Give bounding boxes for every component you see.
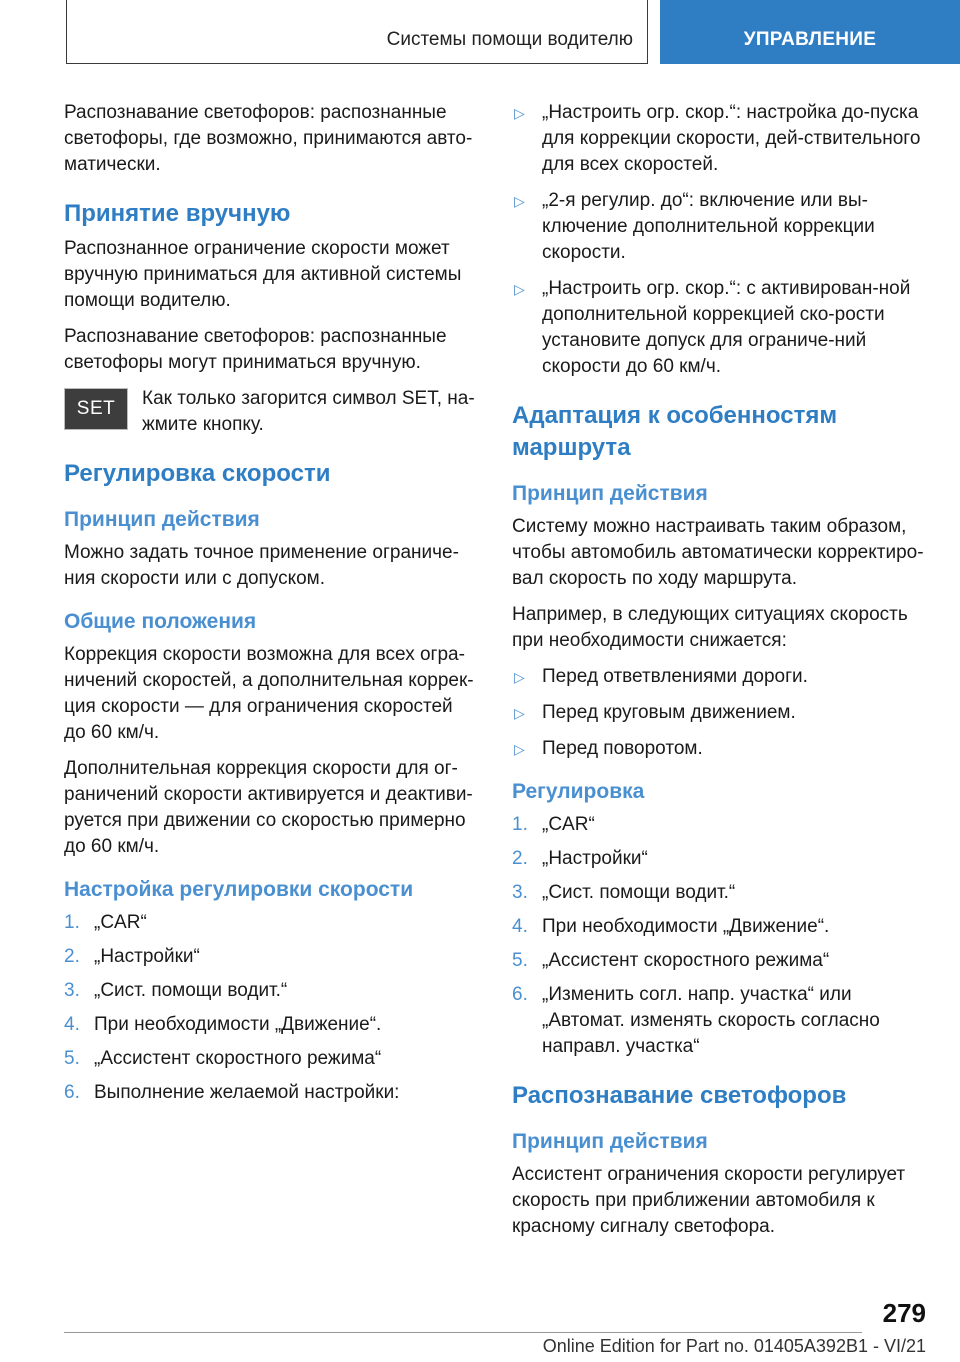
heading-speed-regulation: Регулировка скорости	[64, 460, 331, 487]
step-text: „Ассистент скоростного режима“	[542, 950, 830, 971]
left-column	[64, 100, 478, 1114]
settings-steps-list	[64, 910, 478, 1106]
list-item	[512, 700, 926, 726]
step-number: 2.	[512, 848, 528, 869]
step-number: 6.	[512, 984, 528, 1005]
step-number: 2.	[64, 946, 80, 967]
manual-paragraph-2: Распознавание светофоров: распознанные светофоры могут приниматься вручную.	[64, 326, 447, 373]
set-instruction	[64, 386, 478, 438]
step-text: „Изменить согл. напр. участка“ или „Автомат. изменять скорость согласно направл. участка“	[542, 984, 880, 1057]
list-item	[512, 276, 926, 380]
step-number: 1.	[64, 912, 80, 933]
settings-options-list	[512, 100, 926, 380]
list-item	[512, 914, 926, 940]
list-item	[64, 1046, 478, 1072]
route-paragraph-2: Например, в следующих ситуациях скорость при необходимости снижается:	[512, 604, 908, 651]
option-text: „Настроить огр. скор.“: настройка до-пуска для коррекции скорости, дей-ствительного для всех скоростей.	[542, 102, 921, 175]
set-instruction-text: Как только загорится символ SET, на-жмите кнопку.	[142, 388, 475, 435]
list-item	[512, 948, 926, 974]
step-text: „Настройки“	[94, 946, 200, 967]
situations-list	[512, 664, 926, 762]
chapter-tab[interactable]: УПРАВЛЕНИЕ	[660, 0, 960, 64]
general-paragraph-2: Дополнительная коррекция скорости для ог-раничений скорости активируется и деактиви-руется при движении со скоростью примерно до 60 км/ч.	[64, 758, 473, 857]
right-column	[512, 100, 926, 1250]
step-number: 4.	[64, 1014, 80, 1035]
list-item	[512, 736, 926, 762]
general-paragraph-1: Коррекция скорости возможна для всех огра-ничений скоростей, а дополнительная коррек-ция скорости — для ограничения скоростей до 60 км/ч.	[64, 644, 474, 743]
heading-principle: Принцип действия	[64, 508, 260, 531]
step-text: „Ассистент скоростного режима“	[94, 1048, 382, 1069]
step-text: При необходимости „Движение“.	[94, 1014, 382, 1035]
situation-text: Перед поворотом.	[542, 738, 703, 759]
step-text: Выполнение желаемой настройки:	[94, 1082, 400, 1103]
section-title: Системы помощи водителю	[66, 0, 648, 64]
step-text: При необходимости „Движение“.	[542, 916, 830, 937]
step-number: 6.	[64, 1082, 80, 1103]
heading-regulation: Регулировка	[512, 780, 645, 803]
list-item	[64, 1080, 478, 1106]
list-item	[512, 188, 926, 266]
triangle-right-icon: ▷	[514, 193, 525, 209]
step-text: „CAR“	[94, 912, 147, 933]
list-item	[512, 846, 926, 872]
triangle-right-icon: ▷	[514, 741, 525, 757]
heading-traffic-lights: Распознавание светофоров	[512, 1082, 847, 1109]
step-number: 1.	[512, 814, 528, 835]
heading-route-principle: Принцип действия	[512, 482, 708, 505]
list-item	[512, 100, 926, 178]
traffic-paragraph: Ассистент ограничения скорости регулирует скорость при приближении автомобиля к красному сигналу светофора.	[512, 1164, 906, 1237]
step-number: 4.	[512, 916, 528, 937]
footer-divider	[64, 1332, 862, 1333]
step-number: 3.	[512, 882, 528, 903]
list-item	[512, 982, 926, 1060]
set-button-icon: SET	[64, 388, 128, 430]
step-number: 5.	[64, 1048, 80, 1069]
principle-paragraph: Можно задать точное применение ограниче-ния скорости или с допуском.	[64, 542, 459, 589]
step-text: „Настройки“	[542, 848, 648, 869]
triangle-right-icon: ▷	[514, 281, 525, 297]
route-paragraph-1: Систему можно настраивать таким образом, чтобы автомобиль автоматически корректиро-вал скорость по ходу маршрута.	[512, 516, 924, 589]
list-item	[64, 978, 478, 1004]
step-text: „CAR“	[542, 814, 595, 835]
heading-settings: Настройка регулировки скорости	[64, 878, 414, 901]
heading-manual: Принятие вручную	[64, 200, 291, 227]
step-number: 5.	[512, 950, 528, 971]
edition-footer: Online Edition for Part no. 01405A392B1 - VI/21	[542, 1336, 926, 1356]
regulation-steps-list	[512, 812, 926, 1060]
triangle-right-icon: ▷	[514, 669, 525, 685]
intro-paragraph: Распознавание светофоров: распознанные светофоры, где возможно, принимаются авто-матически.	[64, 102, 473, 175]
page-header	[0, 0, 960, 66]
list-item	[64, 944, 478, 970]
option-text: „Настроить огр. скор.“: с активирован-ной дополнительной коррекцией ско-рости установите допуск для ограниче-ний скорости до 60 км/ч.	[542, 278, 911, 377]
heading-route-adaptation: Адаптация к особенностям маршрута	[512, 402, 838, 461]
list-item	[64, 1012, 478, 1038]
list-item	[512, 880, 926, 906]
list-item	[64, 910, 478, 936]
step-text: „Сист. помощи водит.“	[94, 980, 288, 1001]
page-number: 279	[882, 1298, 926, 1328]
triangle-right-icon: ▷	[514, 705, 525, 721]
heading-general: Общие положения	[64, 610, 257, 633]
step-text: „Сист. помощи водит.“	[542, 882, 736, 903]
heading-traffic-principle: Принцип действия	[512, 1130, 708, 1153]
option-text: „2-я регулир. до“: включение или вы-ключение дополнительной коррекции скорости.	[542, 190, 875, 263]
step-number: 3.	[64, 980, 80, 1001]
triangle-right-icon: ▷	[514, 105, 525, 121]
manual-paragraph-1: Распознанное ограничение скорости может вручную приниматься для активной системы помощи водителю.	[64, 238, 462, 311]
situation-text: Перед ответвлениями дороги.	[542, 666, 808, 687]
list-item	[512, 664, 926, 690]
situation-text: Перед круговым движением.	[542, 702, 796, 723]
list-item	[512, 812, 926, 838]
